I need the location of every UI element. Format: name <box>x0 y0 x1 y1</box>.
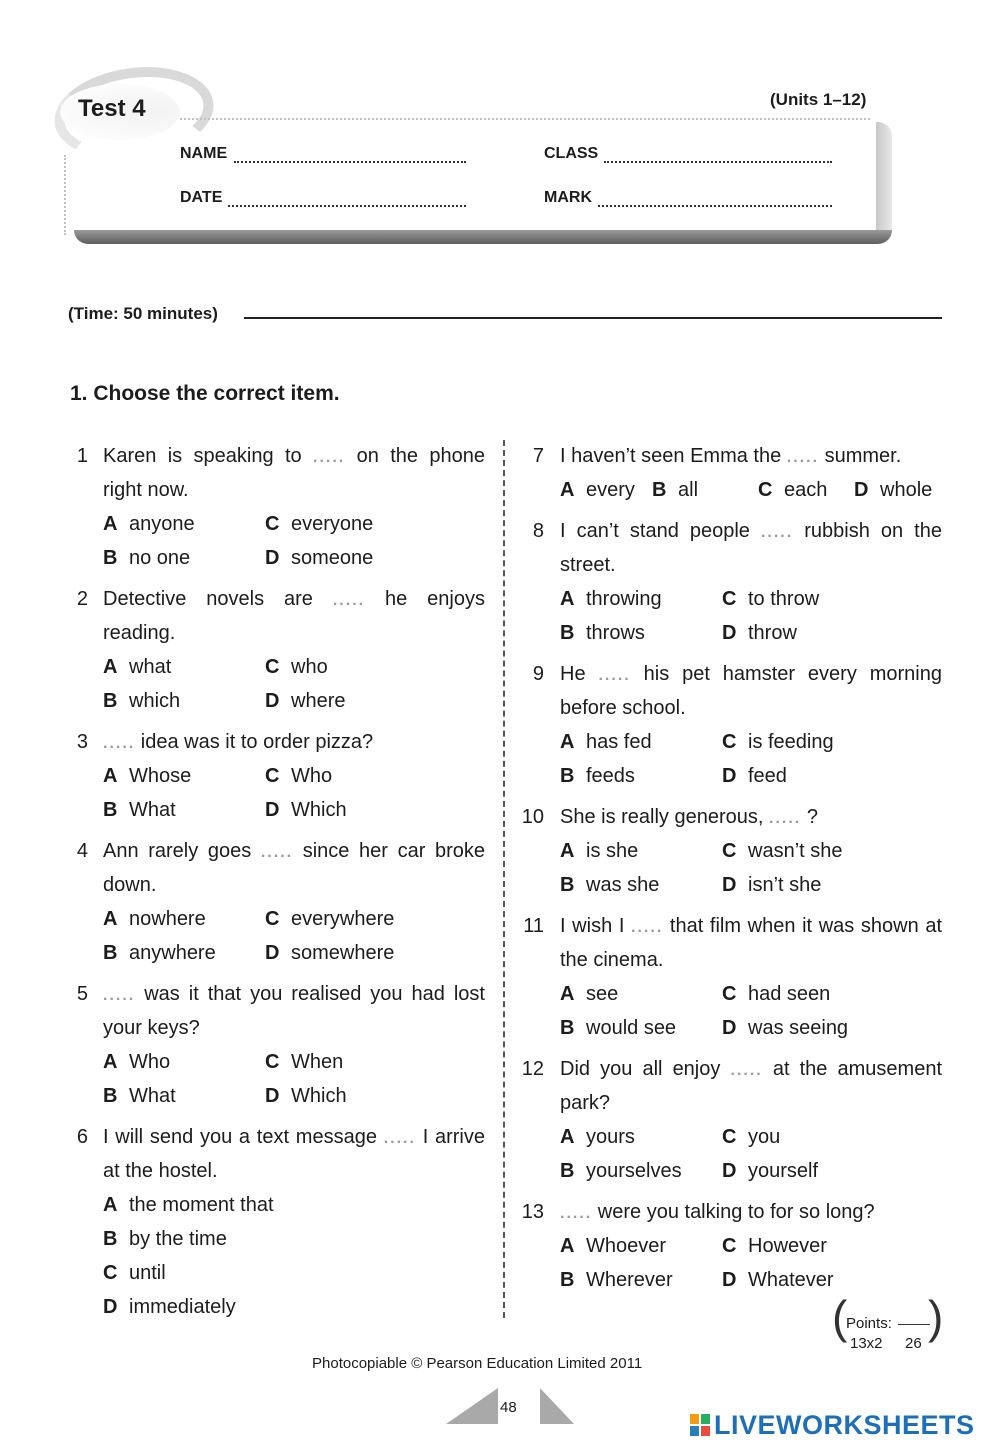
date-label: DATE <box>180 189 223 206</box>
time-rule <box>244 317 942 319</box>
option-letter: C <box>722 731 737 753</box>
points-rule <box>898 1324 930 1325</box>
option-letter: A <box>560 1126 575 1148</box>
question-stem <box>103 977 485 1013</box>
question-stem-continued: at the hostel. <box>103 1160 218 1182</box>
mark-field[interactable] <box>598 205 832 207</box>
option-letter: D <box>265 690 280 712</box>
stem-text: on the phone <box>356 445 486 467</box>
answer-option[interactable] <box>265 541 373 575</box>
option-text: all <box>678 479 699 501</box>
stem-text: rubbish on the <box>804 520 942 542</box>
stem-text: his pet hamster every morning <box>643 663 942 685</box>
option-letter: C <box>265 908 280 930</box>
test-title: Test 4 <box>78 95 146 122</box>
option-text: what <box>129 656 172 678</box>
answer-option[interactable] <box>560 1229 666 1263</box>
option-letter: C <box>722 1126 737 1148</box>
answer-option[interactable] <box>103 507 195 541</box>
option-text: was seeing <box>748 1017 849 1039</box>
option-text: yourselves <box>586 1160 682 1182</box>
question-stem <box>103 582 485 618</box>
option-letter: B <box>103 547 118 569</box>
question-stem-continued: your keys? <box>103 1017 200 1039</box>
answer-blank[interactable]: ..... <box>383 1130 416 1147</box>
answer-option[interactable] <box>103 1222 227 1256</box>
option-letter: B <box>103 942 118 964</box>
option-text: whole <box>880 479 933 501</box>
answer-option[interactable] <box>560 1154 682 1188</box>
question-stem-continued: reading. <box>103 622 176 644</box>
answer-option[interactable] <box>560 616 645 650</box>
stem-text: was it that you realised you had lost <box>144 983 485 1005</box>
stem-text: Ann rarely goes <box>103 840 252 862</box>
answer-blank[interactable]: ..... <box>103 987 136 1004</box>
option-letter: C <box>758 479 773 501</box>
date-field[interactable] <box>228 205 466 207</box>
stem-text: Did you all enjoy <box>560 1058 721 1080</box>
answer-option[interactable] <box>560 977 618 1011</box>
answer-blank[interactable]: ..... <box>560 1205 593 1222</box>
option-text: yourself <box>748 1160 819 1182</box>
option-letter: C <box>103 1262 118 1284</box>
question-number: 11 <box>523 915 544 937</box>
option-letter: A <box>560 1235 575 1257</box>
page-corner-left <box>446 1388 498 1424</box>
name-field[interactable] <box>234 161 466 163</box>
answer-option[interactable] <box>103 541 190 575</box>
option-letter: A <box>103 908 118 930</box>
option-letter: A <box>103 765 118 787</box>
stem-text: Detective novels are <box>103 588 313 610</box>
option-text: throws <box>586 622 645 644</box>
option-letter: B <box>560 1160 575 1182</box>
answer-option[interactable] <box>722 1229 827 1263</box>
question-stem <box>103 1120 485 1156</box>
option-text: Which <box>291 1085 347 1107</box>
question-number: 12 <box>521 1058 544 1080</box>
stem-text: I arrive <box>422 1126 486 1148</box>
option-letter: B <box>560 1269 575 1291</box>
option-text: feed <box>748 765 787 787</box>
option-text: Whoever <box>586 1235 667 1257</box>
option-letter: A <box>103 1051 118 1073</box>
class-field[interactable] <box>604 161 832 163</box>
mark-label: MARK <box>544 189 592 206</box>
class-label: CLASS <box>544 145 599 162</box>
option-text: is feeding <box>748 731 834 753</box>
page-corner-right <box>540 1388 574 1424</box>
stem-text: I will send you a text message <box>103 1126 377 1148</box>
answer-option[interactable] <box>854 473 932 507</box>
question-number: 5 <box>76 983 88 1005</box>
option-text: Which <box>291 799 347 821</box>
stem-text: She is really generous, <box>560 806 764 828</box>
option-text: every <box>586 479 635 501</box>
question-stem-continued: street. <box>560 554 616 576</box>
option-text: However <box>748 1235 827 1257</box>
answer-option[interactable] <box>722 1120 780 1154</box>
option-letter: D <box>722 1160 737 1182</box>
question-number: 7 <box>532 445 544 467</box>
answer-option[interactable] <box>722 1154 818 1188</box>
option-text: What <box>129 1085 176 1107</box>
answer-option[interactable] <box>722 759 787 793</box>
answer-option[interactable] <box>560 834 638 868</box>
question-number: 10 <box>521 806 544 828</box>
answer-option[interactable] <box>103 1188 274 1222</box>
points-total: 26 <box>905 1335 922 1352</box>
option-text: someone <box>291 547 374 569</box>
question-stem-continued: park? <box>560 1092 611 1114</box>
stem-text: I can’t stand people <box>560 520 750 542</box>
option-letter: B <box>560 765 575 787</box>
option-text: Whose <box>129 765 192 787</box>
answer-option[interactable] <box>265 650 328 684</box>
answer-blank[interactable]: ..... <box>598 667 631 684</box>
answer-option[interactable] <box>722 977 830 1011</box>
option-letter: D <box>265 547 280 569</box>
answer-option[interactable] <box>103 1290 236 1324</box>
answer-option[interactable] <box>560 1263 673 1297</box>
option-letter: C <box>722 983 737 1005</box>
option-text: to throw <box>748 588 820 610</box>
option-text: yours <box>586 1126 635 1148</box>
option-text: When <box>291 1051 344 1073</box>
option-letter: D <box>722 622 737 644</box>
option-text: no one <box>129 547 191 569</box>
option-text: which <box>129 690 181 712</box>
option-text: anywhere <box>129 942 216 964</box>
stem-text: he enjoys <box>385 588 485 610</box>
answer-option[interactable] <box>722 834 843 868</box>
answer-option[interactable] <box>265 936 394 970</box>
option-letter: B <box>560 1017 575 1039</box>
option-letter: A <box>103 1194 118 1216</box>
answer-option[interactable] <box>560 1011 676 1045</box>
answer-blank[interactable]: ..... <box>332 592 366 609</box>
question-stem <box>103 834 485 870</box>
question-number: 1 <box>76 445 88 467</box>
copyright-footer: Photocopiable © Pearson Education Limited 2011 <box>312 1355 643 1372</box>
option-letter: C <box>265 656 280 678</box>
column-divider <box>503 440 505 1318</box>
question-stem <box>560 657 942 693</box>
question-number: 6 <box>76 1126 88 1148</box>
option-letter: C <box>722 840 737 862</box>
option-letter: B <box>560 874 575 896</box>
option-text: has fed <box>586 731 652 753</box>
option-letter: B <box>103 1228 118 1250</box>
stem-text: summer. <box>824 445 902 467</box>
answer-blank[interactable]: ..... <box>760 524 794 541</box>
option-letter: B <box>652 479 667 501</box>
stem-text: He <box>560 663 586 685</box>
answer-option[interactable] <box>722 616 797 650</box>
option-text: see <box>586 983 619 1005</box>
option-text: throwing <box>586 588 662 610</box>
option-text: nowhere <box>129 908 206 930</box>
option-letter: A <box>560 479 575 501</box>
units-label: (Units 1–12) <box>770 90 867 109</box>
option-text: What <box>129 799 176 821</box>
exercise-instruction: 1. Choose the correct item. <box>70 382 340 405</box>
answer-option[interactable] <box>652 473 698 507</box>
option-letter: C <box>265 1051 280 1073</box>
question-stem <box>560 514 942 550</box>
option-text: feeds <box>586 765 635 787</box>
question-number: 3 <box>76 731 88 753</box>
answer-option[interactable] <box>265 684 345 718</box>
option-letter: D <box>265 942 280 964</box>
option-text: the moment that <box>129 1194 274 1216</box>
option-text: isn’t she <box>748 874 822 896</box>
option-letter: A <box>560 840 575 862</box>
answer-blank[interactable]: ..... <box>730 1062 763 1079</box>
question-stem <box>560 1052 942 1088</box>
stem-text: at the amusement <box>772 1058 943 1080</box>
option-text: where <box>291 690 346 712</box>
answer-option[interactable] <box>103 902 206 936</box>
stem-text: were you talking to for so long? <box>597 1201 875 1223</box>
stem-text: ? <box>806 806 818 828</box>
points-left-paren: ( <box>832 1291 848 1343</box>
question-stem-continued: the cinema. <box>560 949 664 971</box>
question-stem-continued: right now. <box>103 479 189 501</box>
option-text: Wherever <box>586 1269 673 1291</box>
card-top-border <box>180 118 870 120</box>
answer-blank[interactable]: ..... <box>260 844 294 861</box>
stem-text: I wish I <box>560 915 625 937</box>
option-letter: C <box>265 513 280 535</box>
option-text: each <box>784 479 828 501</box>
card-right-edge <box>876 122 892 244</box>
option-letter: A <box>560 588 575 610</box>
points-right-paren: ) <box>928 1291 944 1343</box>
answer-blank[interactable]: ..... <box>103 735 136 752</box>
answer-option[interactable] <box>758 473 827 507</box>
liveworksheets-watermark: LIVEWORKSHEETS <box>714 1410 975 1440</box>
option-text: anyone <box>129 513 195 535</box>
name-label: NAME <box>180 145 228 162</box>
answer-option[interactable] <box>265 507 373 541</box>
answer-option[interactable] <box>265 1045 343 1079</box>
answer-option[interactable] <box>103 684 180 718</box>
answer-option[interactable] <box>560 725 652 759</box>
answer-option[interactable] <box>722 725 834 759</box>
option-letter: D <box>265 1085 280 1107</box>
answer-blank[interactable]: ..... <box>769 810 802 827</box>
answer-option[interactable] <box>560 759 635 793</box>
time-limit: (Time: 50 minutes) <box>68 304 218 323</box>
points-label: Points: <box>846 1315 892 1332</box>
question-number: 9 <box>532 663 544 685</box>
answer-option[interactable] <box>103 759 191 793</box>
option-text: Who <box>129 1051 171 1073</box>
option-text: everywhere <box>291 908 395 930</box>
option-text: you <box>748 1126 781 1148</box>
answer-blank[interactable]: ..... <box>786 449 820 466</box>
option-letter: A <box>103 656 118 678</box>
answer-option[interactable] <box>560 868 659 902</box>
question-stem-continued: before school. <box>560 697 686 719</box>
question-number: 8 <box>532 520 544 542</box>
option-text: wasn’t she <box>748 840 843 862</box>
option-text: Who <box>291 765 333 787</box>
stem-text: I haven’t seen Emma the <box>560 445 782 467</box>
answer-option[interactable] <box>265 902 394 936</box>
answer-option[interactable] <box>722 1263 834 1297</box>
question-stem <box>560 439 942 475</box>
option-text: throw <box>748 622 797 644</box>
answer-option[interactable] <box>722 868 821 902</box>
page-number: 48 <box>500 1399 517 1416</box>
answer-option[interactable] <box>103 1256 166 1290</box>
answer-blank[interactable]: ..... <box>313 449 346 466</box>
option-text: was she <box>586 874 660 896</box>
stem-text: that film when it was shown at <box>669 915 943 937</box>
question-stem-continued: down. <box>103 874 157 896</box>
option-text: who <box>291 656 328 678</box>
card-left-border <box>64 155 66 235</box>
option-letter: B <box>103 1085 118 1107</box>
question-number: 13 <box>521 1201 544 1223</box>
answer-option[interactable] <box>103 793 176 827</box>
option-letter: D <box>722 765 737 787</box>
option-letter: B <box>103 690 118 712</box>
option-text: had seen <box>748 983 831 1005</box>
points-calc: 13x2 <box>850 1335 883 1352</box>
answer-option[interactable] <box>103 1045 170 1079</box>
question-number: 4 <box>76 840 88 862</box>
question-stem <box>560 800 942 836</box>
option-letter: A <box>103 513 118 535</box>
option-letter: D <box>854 479 869 501</box>
option-text: somewhere <box>291 942 395 964</box>
answer-option[interactable] <box>265 1079 347 1113</box>
option-letter: D <box>103 1296 118 1318</box>
answer-option[interactable] <box>560 473 635 507</box>
option-text: would see <box>586 1017 677 1039</box>
answer-option[interactable] <box>722 582 819 616</box>
option-letter: D <box>265 799 280 821</box>
option-text: is she <box>586 840 639 862</box>
answer-option[interactable] <box>265 759 332 793</box>
question-stem <box>103 439 485 475</box>
answer-option[interactable] <box>265 793 347 827</box>
option-letter: D <box>722 874 737 896</box>
answer-option[interactable] <box>103 936 216 970</box>
question-stem <box>103 725 485 761</box>
option-text: immediately <box>129 1296 236 1318</box>
question-stem <box>560 1195 942 1231</box>
answer-option[interactable] <box>560 582 662 616</box>
answer-option[interactable] <box>560 1120 635 1154</box>
answer-blank[interactable]: ..... <box>631 919 664 936</box>
stem-text: Karen is speaking to <box>103 445 302 467</box>
option-letter: D <box>722 1269 737 1291</box>
question-stem <box>560 909 942 945</box>
stem-text: since her car broke <box>302 840 486 862</box>
option-text: Whatever <box>748 1269 834 1291</box>
option-letter: C <box>722 1235 737 1257</box>
option-letter: A <box>560 983 575 1005</box>
option-letter: B <box>560 622 575 644</box>
option-text: everyone <box>291 513 374 535</box>
answer-option[interactable] <box>722 1011 848 1045</box>
answer-option[interactable] <box>103 650 171 684</box>
option-letter: C <box>265 765 280 787</box>
liveworksheets-logo-icon <box>690 1414 710 1436</box>
answer-option[interactable] <box>103 1079 176 1113</box>
option-text: by the time <box>129 1228 227 1250</box>
card-bottom-edge <box>74 230 892 244</box>
option-letter: A <box>560 731 575 753</box>
option-text: until <box>129 1262 166 1284</box>
question-number: 2 <box>76 588 88 610</box>
option-letter: C <box>722 588 737 610</box>
stem-text: idea was it to order pizza? <box>140 731 374 753</box>
option-letter: D <box>722 1017 737 1039</box>
option-letter: B <box>103 799 118 821</box>
